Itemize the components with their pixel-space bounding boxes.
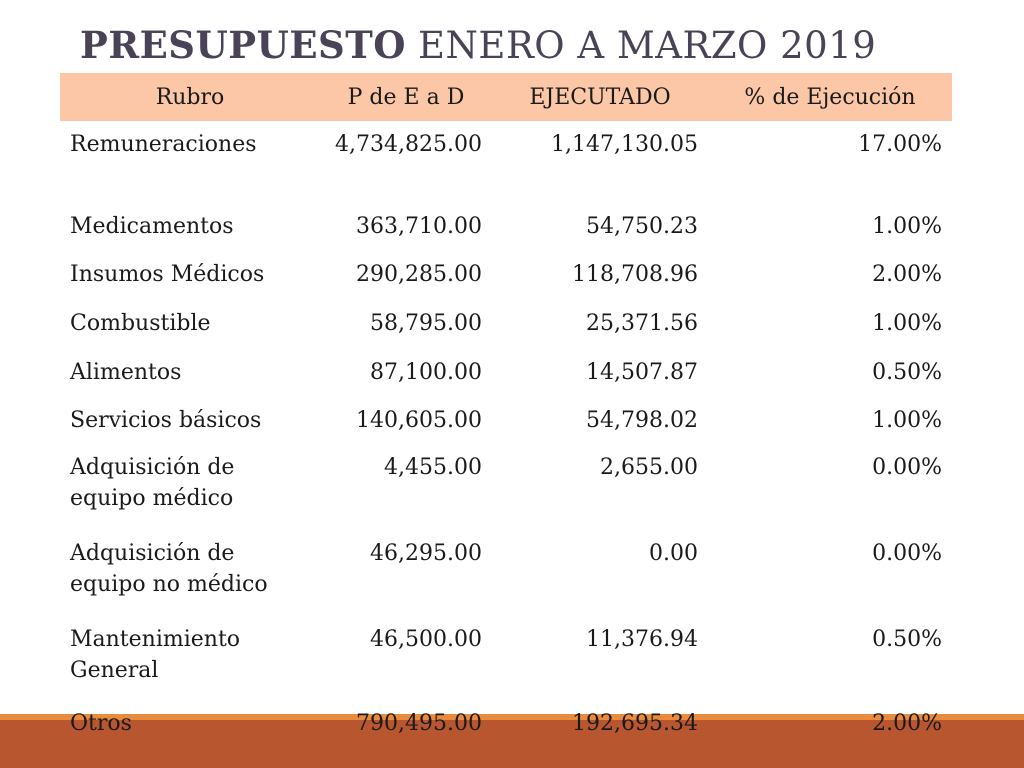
cell-ejecutado: 25,371.56 (586, 311, 698, 336)
cell-ejecutado: 54,798.02 (586, 408, 698, 433)
cell-porcentaje: 0.50% (872, 627, 942, 652)
cell-presupuesto: 58,795.00 (370, 311, 482, 336)
cell-presupuesto: 140,605.00 (356, 408, 482, 433)
cell-presupuesto: 46,500.00 (370, 627, 482, 652)
cell-presupuesto: 46,295.00 (370, 541, 482, 566)
table-row (60, 403, 952, 450)
cell-rubro: Mantenimiento General (70, 627, 241, 683)
table-row (60, 536, 952, 622)
cell-rubro: Remuneraciones (70, 132, 257, 157)
title-period: ENERO A MARZO 2019 (418, 24, 877, 67)
cell-presupuesto: 363,710.00 (356, 214, 482, 239)
cell-porcentaje: 0.00% (872, 455, 942, 480)
cell-ejecutado: 54,750.23 (586, 214, 698, 239)
header-porcentaje: % de Ejecución (708, 73, 952, 121)
cell-porcentaje: 1.00% (872, 214, 942, 239)
header-presupuesto: P de E a D (320, 73, 492, 121)
cell-porcentaje: 1.00% (872, 311, 942, 336)
slide-title (80, 22, 876, 69)
cell-presupuesto: 290,285.00 (356, 262, 482, 287)
title-bold: PRESUPUESTO (80, 23, 407, 67)
cell-porcentaje: 1.00% (872, 408, 942, 433)
table-row (60, 708, 952, 748)
table-row (60, 450, 952, 536)
cell-ejecutado: 11,376.94 (586, 627, 698, 652)
cell-rubro: Adquisición de equipo no médico (70, 541, 268, 597)
cell-ejecutado: 14,507.87 (586, 360, 698, 385)
cell-rubro: Adquisición de equipo médico (70, 455, 235, 511)
table-row (60, 257, 952, 306)
cell-ejecutado: 192,695.34 (572, 711, 698, 736)
header-ejecutado: EJECUTADO (492, 73, 708, 121)
cell-presupuesto: 4,734,825.00 (335, 132, 482, 157)
cell-porcentaje: 0.50% (872, 360, 942, 385)
cell-porcentaje: 0.00% (872, 541, 942, 566)
table-row (60, 622, 952, 708)
cell-porcentaje: 2.00% (872, 711, 942, 736)
table-row (60, 306, 952, 355)
cell-rubro: Otros (70, 711, 132, 736)
cell-rubro: Alimentos (70, 360, 182, 385)
cell-presupuesto: 790,495.00 (356, 711, 482, 736)
cell-presupuesto: 87,100.00 (370, 360, 482, 385)
budget-table (60, 73, 952, 748)
cell-porcentaje: 17.00% (858, 132, 942, 157)
cell-ejecutado: 118,708.96 (572, 262, 698, 287)
header-row (60, 73, 952, 121)
cell-rubro: Insumos Médicos (70, 262, 265, 287)
cell-ejecutado: 0.00 (649, 541, 698, 566)
cell-rubro: Servicios básicos (70, 408, 262, 433)
table-row (60, 209, 952, 257)
cell-rubro: Combustible (70, 311, 211, 336)
cell-rubro: Medicamentos (70, 214, 234, 239)
header-rubro: Rubro (60, 73, 320, 121)
cell-presupuesto: 4,455.00 (384, 455, 482, 480)
table-row (60, 121, 952, 209)
table-row (60, 355, 952, 403)
budget-table-container (60, 73, 952, 748)
cell-ejecutado: 1,147,130.05 (551, 132, 698, 157)
cell-ejecutado: 2,655.00 (600, 455, 698, 480)
cell-porcentaje: 2.00% (872, 262, 942, 287)
